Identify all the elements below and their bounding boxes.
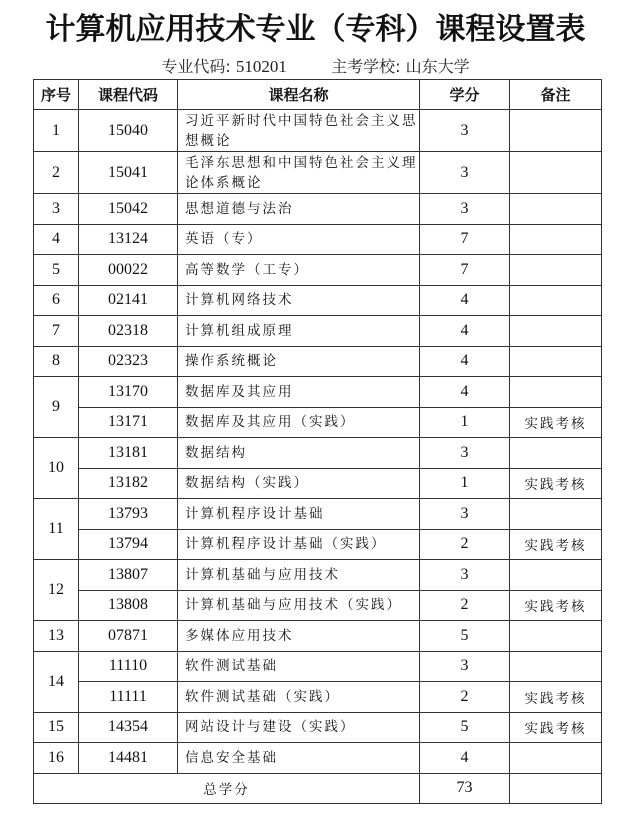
table-row <box>34 438 602 469</box>
course-remark <box>510 499 602 530</box>
table-row <box>34 152 602 194</box>
course-remark: 实践考核 <box>510 529 602 560</box>
row-index: 16 <box>34 743 79 774</box>
course-code: 13807 <box>79 560 178 591</box>
course-remark <box>510 651 602 682</box>
table-row <box>34 346 602 377</box>
row-index: 2 <box>34 152 79 194</box>
school-name: 山东大学 <box>405 57 470 76</box>
course-remark <box>510 438 602 469</box>
course-code: 14354 <box>79 712 178 743</box>
course-credits: 7 <box>420 255 510 286</box>
course-credits: 4 <box>420 316 510 347</box>
course-credits: 3 <box>420 152 510 194</box>
course-credits: 4 <box>420 346 510 377</box>
course-remark <box>510 377 602 408</box>
course-name: 数据库及其应用（实践） <box>178 407 420 438</box>
table-row <box>34 224 602 255</box>
table-row <box>34 590 602 621</box>
course-code: 00022 <box>79 255 178 286</box>
course-name: 数据结构（实践） <box>178 468 420 499</box>
table-row <box>34 316 602 347</box>
row-index: 10 <box>34 438 79 499</box>
course-remark: 实践考核 <box>510 712 602 743</box>
course-code: 13182 <box>79 468 178 499</box>
course-remark <box>510 621 602 652</box>
course-credits: 2 <box>420 682 510 713</box>
course-credits: 3 <box>420 110 510 152</box>
total-row <box>34 773 602 804</box>
course-table <box>33 79 602 804</box>
table-row <box>34 377 602 408</box>
course-name: 习近平新时代中国特色社会主义思想概论 <box>178 110 420 152</box>
header-credits: 学分 <box>420 80 510 110</box>
total-credits: 73 <box>420 773 510 804</box>
total-label: 总学分 <box>34 773 420 804</box>
table-row <box>34 529 602 560</box>
table-row <box>34 255 602 286</box>
table-row <box>34 560 602 591</box>
course-credits: 5 <box>420 621 510 652</box>
row-index: 5 <box>34 255 79 286</box>
table-row <box>34 499 602 530</box>
course-code: 14481 <box>79 743 178 774</box>
table-row <box>34 712 602 743</box>
table-row <box>34 194 602 225</box>
course-remark <box>510 316 602 347</box>
course-credits: 3 <box>420 651 510 682</box>
course-credits: 4 <box>420 377 510 408</box>
course-code: 02323 <box>79 346 178 377</box>
course-name: 软件测试基础 <box>178 651 420 682</box>
course-remark: 实践考核 <box>510 590 602 621</box>
course-code: 15040 <box>79 110 178 152</box>
course-code: 13170 <box>79 377 178 408</box>
table-row <box>34 110 602 152</box>
course-remark <box>510 255 602 286</box>
course-name: 毛泽东思想和中国特色社会主义理论体系概论 <box>178 152 420 194</box>
row-index: 15 <box>34 712 79 743</box>
row-index: 7 <box>34 316 79 347</box>
row-index: 1 <box>34 110 79 152</box>
header-name: 课程名称 <box>178 80 420 110</box>
table-row <box>34 651 602 682</box>
course-credits: 2 <box>420 529 510 560</box>
table-row <box>34 743 602 774</box>
table-row <box>34 407 602 438</box>
course-remark: 实践考核 <box>510 407 602 438</box>
row-index: 12 <box>34 560 79 621</box>
course-name: 计算机基础与应用技术（实践） <box>178 590 420 621</box>
course-code: 11111 <box>79 682 178 713</box>
course-name: 数据结构 <box>178 438 420 469</box>
course-code: 13794 <box>79 529 178 560</box>
course-code: 02318 <box>79 316 178 347</box>
course-name: 计算机程序设计基础（实践） <box>178 529 420 560</box>
row-index: 13 <box>34 621 79 652</box>
course-credits: 7 <box>420 224 510 255</box>
course-remark <box>510 224 602 255</box>
subtitle <box>0 56 631 78</box>
course-name: 英语（专） <box>178 224 420 255</box>
course-remark <box>510 346 602 377</box>
course-code: 13124 <box>79 224 178 255</box>
course-name: 计算机组成原理 <box>178 316 420 347</box>
total-remark <box>510 773 602 804</box>
row-index: 11 <box>34 499 79 560</box>
course-credits: 4 <box>420 743 510 774</box>
course-credits: 4 <box>420 285 510 316</box>
course-code: 11110 <box>79 651 178 682</box>
major-code: 510201 <box>235 57 287 76</box>
course-remark <box>510 194 602 225</box>
course-remark <box>510 743 602 774</box>
course-name: 计算机网络技术 <box>178 285 420 316</box>
header-code: 课程代码 <box>79 80 178 110</box>
row-index: 6 <box>34 285 79 316</box>
row-index: 8 <box>34 346 79 377</box>
course-credits: 3 <box>420 560 510 591</box>
course-credits: 3 <box>420 499 510 530</box>
course-credits: 3 <box>420 438 510 469</box>
course-name: 计算机程序设计基础 <box>178 499 420 530</box>
course-code: 13181 <box>79 438 178 469</box>
course-name: 网站设计与建设（实践） <box>178 712 420 743</box>
course-name: 思想道德与法治 <box>178 194 420 225</box>
major-code-label: 专业代码: <box>161 57 231 76</box>
course-credits: 1 <box>420 407 510 438</box>
row-index: 3 <box>34 194 79 225</box>
table-row <box>34 682 602 713</box>
course-name: 数据库及其应用 <box>178 377 420 408</box>
course-remark <box>510 285 602 316</box>
header-index: 序号 <box>34 80 79 110</box>
course-code: 13808 <box>79 590 178 621</box>
course-credits: 1 <box>420 468 510 499</box>
course-name: 多媒体应用技术 <box>178 621 420 652</box>
course-code: 13171 <box>79 407 178 438</box>
table-row <box>34 468 602 499</box>
row-index: 14 <box>34 651 79 712</box>
row-index: 4 <box>34 224 79 255</box>
course-name: 计算机基础与应用技术 <box>178 560 420 591</box>
course-code: 15041 <box>79 152 178 194</box>
school-label: 主考学校: <box>331 57 401 76</box>
course-remark <box>510 560 602 591</box>
course-code: 02141 <box>79 285 178 316</box>
course-name: 操作系统概论 <box>178 346 420 377</box>
course-code: 15042 <box>79 194 178 225</box>
course-remark: 实践考核 <box>510 682 602 713</box>
course-name: 信息安全基础 <box>178 743 420 774</box>
page-title: 计算机应用技术专业（专科）课程设置表 <box>45 12 586 47</box>
course-name: 高等数学（工专） <box>178 255 420 286</box>
course-credits: 3 <box>420 194 510 225</box>
course-name: 软件测试基础（实践） <box>178 682 420 713</box>
course-credits: 2 <box>420 590 510 621</box>
course-code: 07871 <box>79 621 178 652</box>
course-remark <box>510 110 602 152</box>
table-row <box>34 285 602 316</box>
course-code: 13793 <box>79 499 178 530</box>
course-credits: 5 <box>420 712 510 743</box>
table-row <box>34 621 602 652</box>
table-header-row <box>34 80 602 110</box>
course-remark: 实践考核 <box>510 468 602 499</box>
header-remark: 备注 <box>510 80 602 110</box>
course-remark <box>510 152 602 194</box>
row-index: 9 <box>34 377 79 438</box>
